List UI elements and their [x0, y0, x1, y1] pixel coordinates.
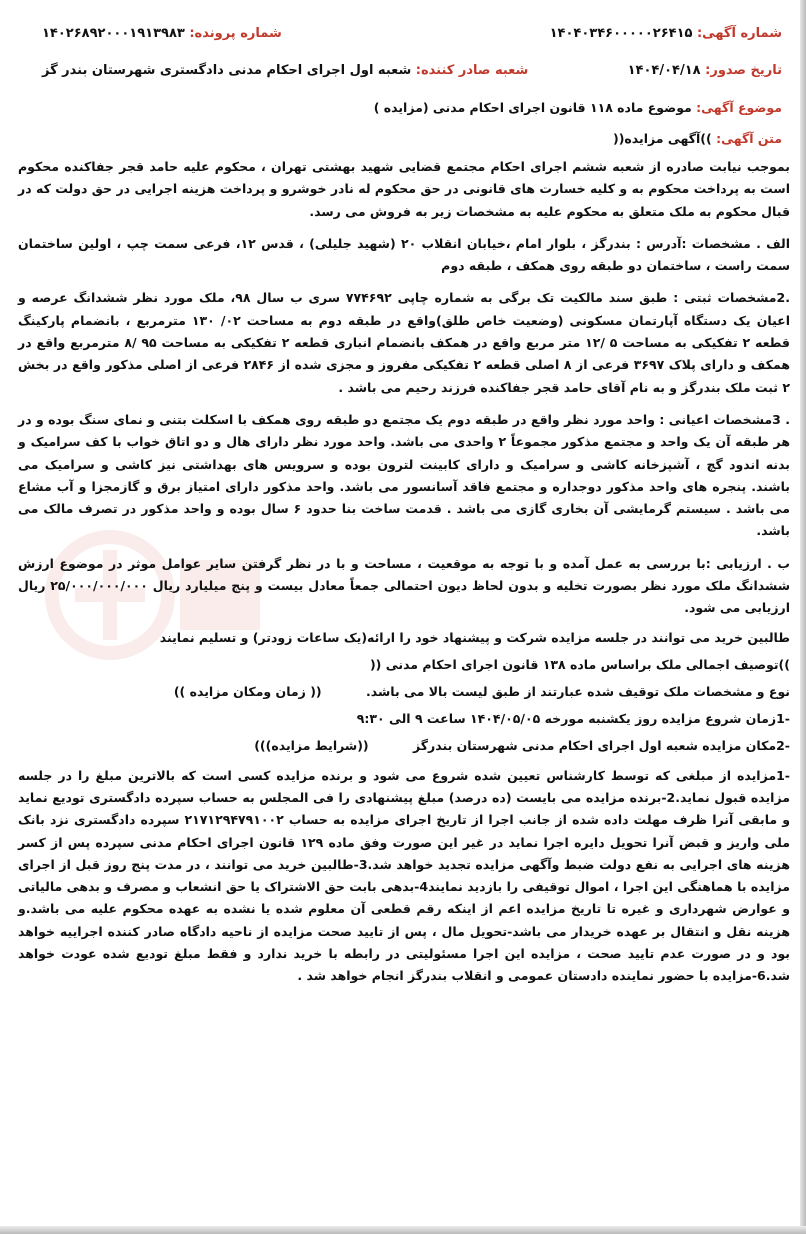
case-number-value: ۱۴۰۲۶۸۹۲۰۰۰۱۹۱۳۹۸۳: [42, 26, 185, 41]
auction-time-heading: (( زمان ومکان مزایده )): [173, 683, 322, 699]
page-frame-right: [800, 0, 806, 1234]
page-frame-bottom: [0, 1226, 806, 1234]
header-row-1: [18, 26, 782, 41]
auction-time: -1زمان شروع مزایده روز یکشنبه مورخه ۱۴۰۴/۰۵/۰۵ ساعت ۹ الی ۹:۳۰: [356, 710, 790, 726]
paragraph-address: الف . مشخصات :آدرس : بندرگز ، بلوار امام ،خیابان انقلاب ۲۰ (شهید جلیلی) ، قدس ۱۲، فرعی سمت چپ ، اولین ساختمان سمت راست ، ساختمان دو طبقه روی همکف ، طبقه دوم: [18, 235, 790, 274]
issue-date-value: ۱۴۰۴/۰۴/۱۸: [627, 63, 701, 78]
paragraph-valuation: ب . ارزیابی :با بررسی به عمل آمده و با توجه به موقعیت ، مساحت و با در نظر گرفتن سایر عوامل موثر در موضوع ارزش ششدانگ ملک مورد نظر بصورت تخلیه و بدون لحاظ دیون احتمالی جمعاً معادل بیست و پنج میلیارد ریال ۲۵/۰۰۰/۰۰۰/۰۰۰ ریال ارزیابی می شود.: [18, 555, 790, 616]
property-type-line: نوع و مشخصات ملک توقیف شده عبارتند از طبق لیست بالا می باشد. (( زمان ومکان مزایده )): [173, 683, 790, 699]
notice-content: [18, 26, 790, 998]
issuer: شعبه صادر کننده: شعبه اول اجرای احکام مدنی دادگستری شهرستان بندر گز: [42, 63, 529, 78]
paragraph-description-heading: ))توصیف اجمالی ملک براساس ماده ۱۳۸ قانون اجرای احکام مدنی ((: [369, 656, 790, 672]
issue-date: تاریخ صدور: ۱۴۰۴/۰۴/۱۸: [627, 63, 782, 78]
auction-place: -2مکان مزایده شعبه اول اجرای احکام مدنی شهرستان بندرگز: [413, 737, 790, 753]
paragraph-building: . 3مشخصات اعیانی : واحد مورد نظر واقع در طبقه دوم یک مجتمع دو طبقه روی همکف با اسکلت بتنی و نمای سنگ بوده و در هر طبقه آن یک واحد و مجتمع مذکور مجموعاً ۲ واحدی می باشد. واحد مورد نظر دارای هال و دو اتاق خواب با کف سرامیک و بدنه اندود گچ ، آشپزخانه کاشی و سرامیک و دارای کابینت لترون بوده و سرویس های بهداشتی نیز کاشی و سرامیک می باشند. پنجره های واحد مذکور دوجداره و مجتمع فاقد آسانسور می باشد. واحد مذکور دارای امتیاز برق و گازمجزا و آب مشاع می باشد . سیستم گرمایشی آن بخاری گازی می باشد . قدمت ساخت بنا حدود ۶ سال بوده و واحد مذکور در تصرف مالک می باشد.: [18, 411, 790, 539]
notice-subject: موضوع آگهی: موضوع ماده ۱۱۸ قانون اجرای احکام مدنی (مزایده ): [373, 100, 782, 115]
header-row-2: [18, 63, 782, 78]
notice-text-heading: متن آگهی: ))آگهی مزایده((: [612, 131, 782, 146]
paragraph-bidders: طالبین خرید می توانند در جلسه مزایده شرکت و پیشنهاد خود را ارائه(یک ساعات زودتر) و تسلیم نمایند: [159, 629, 790, 645]
conditions-heading: ((شرایط مزایده))): [254, 737, 369, 753]
ad-number-value: ۱۴۰۴۰۳۴۶۰۰۰۰۰۲۶۴۱۵: [549, 26, 693, 41]
auction-place-line: [18, 738, 790, 753]
case-number: شماره پرونده: ۱۴۰۲۶۸۹۲۰۰۰۱۹۱۳۹۸۳: [42, 26, 282, 41]
ad-number: شماره آگهی: ۱۴۰۴۰۳۴۶۰۰۰۰۰۲۶۴۱۵: [549, 26, 782, 41]
paragraph-registration: .2مشخصات ثبتی : طبق سند مالکیت تک برگی به شماره چاپی ۷۷۴۶۹۲ سری ب سال ۹۸، ملک مورد نظر ششدانگ عرصه و اعیان یک دستگاه آپارتمان مسکونی (وضعیت خاص طلق)واقع در طبقه دوم به مساحت ۰۲/ ۱۳۰ مترمربع ، بانضمام پارکینگ قطعه ۲ تفکیکی به مساحت ۵ /۱۲ متر مربع واقع در همکف بانضمام انباری قطعه ۲ تفکیکی به مساحت ۹۵ /۸ مترمربع واقع در همکف و دارای پلاک ۳۶۹۷ فرعی از ۸ اصلی قطعه ۲ تفکیکی مفروز و مجزی شده از ۲۸۴۶ فرعی از اصلی مذکور واقع در بخش ۲ ثبت ملک بندرگز و به نام آقای حامد قجر جفاکنده فرزند رحیم می باشد .: [18, 290, 790, 395]
issuer-value: شعبه اول اجرای احکام مدنی دادگستری شهرستان بندر گز: [42, 63, 412, 78]
paragraph-intro: بموجب نیابت صادره از شعبه ششم اجرای احکام مجتمع قضایی شهید بهشتی تهران ، محکوم علیه حامد قجر جفاکنده محکوم است به پرداخت محکوم به و کلیه خسارت های قانونی در حق محکوم له نادر خوشرو و پرداخت هزینه اجرایی در حق دولت که در قبال محکوم به ملک متعلق به محکوم علیه به مشخصات زیر به فروش می رسد.: [18, 159, 790, 219]
auction-conditions: -1مزایده از مبلغی که توسط کارشناس تعیین شده شروع می شود و برنده مزایده کسی است که بالاترین مبلغ را در جلسه مزایده قبول نماید.2-برنده مزایده می بایست (ده درصد) مبلغ پیشنهادی را فی المجلس به حساب سپرده دادگستری تودیع نماید و مابقی آنرا ظرف مهلت داده شده از جانب اجرا از تاریخ اجرای مزایده به حساب ۲۱۷۱۲۹۴۷۹۱۰۰۲ سپرده دادگستری نزد بانک ملی واریز و قبض آنرا تحویل دایره اجرا نماید در غیر این صورت وفق ماده ۱۲۹ قانون اجرای احکام مدنی سپرده پس از کسر هزینه های اجرایی به نفع دولت ضبط وآگهی مزایده تجدید خواهد شد.3-طالبین خرید می توانند ، در مدت پنج روز قبل از اجرای مزایده با هماهنگی این اجرا ، اموال توقیفی را بازدید نمایند4-بدهی بابت حق الاشتراک یا حق انشعاب و مصرف و بدهی مالیاتی و عوارض شهرداری و غیره تا تاریخ مزایده اعم از اینکه رقم قطعی آن معلوم شده یا نشده به عهده محکوم علیه می باشد.و هزینه نقل و انتقال بر عهده خریدار می باشد-تحویل مال ، پس از تایید صحت مزایده از ناحیه دادگاه صادر کننده اجراییه خواهد بود و در صورت عدم تایید صحت ، مزایده این اجرا مسئولیتی در رابطه با خرید ندارد و فقط مبلغ تودیع شده عودت خواهد شد.6-مزایده با حضور نماینده دادستان عمومی و انقلاب بندرگز انجام خواهد شد .: [18, 767, 790, 984]
